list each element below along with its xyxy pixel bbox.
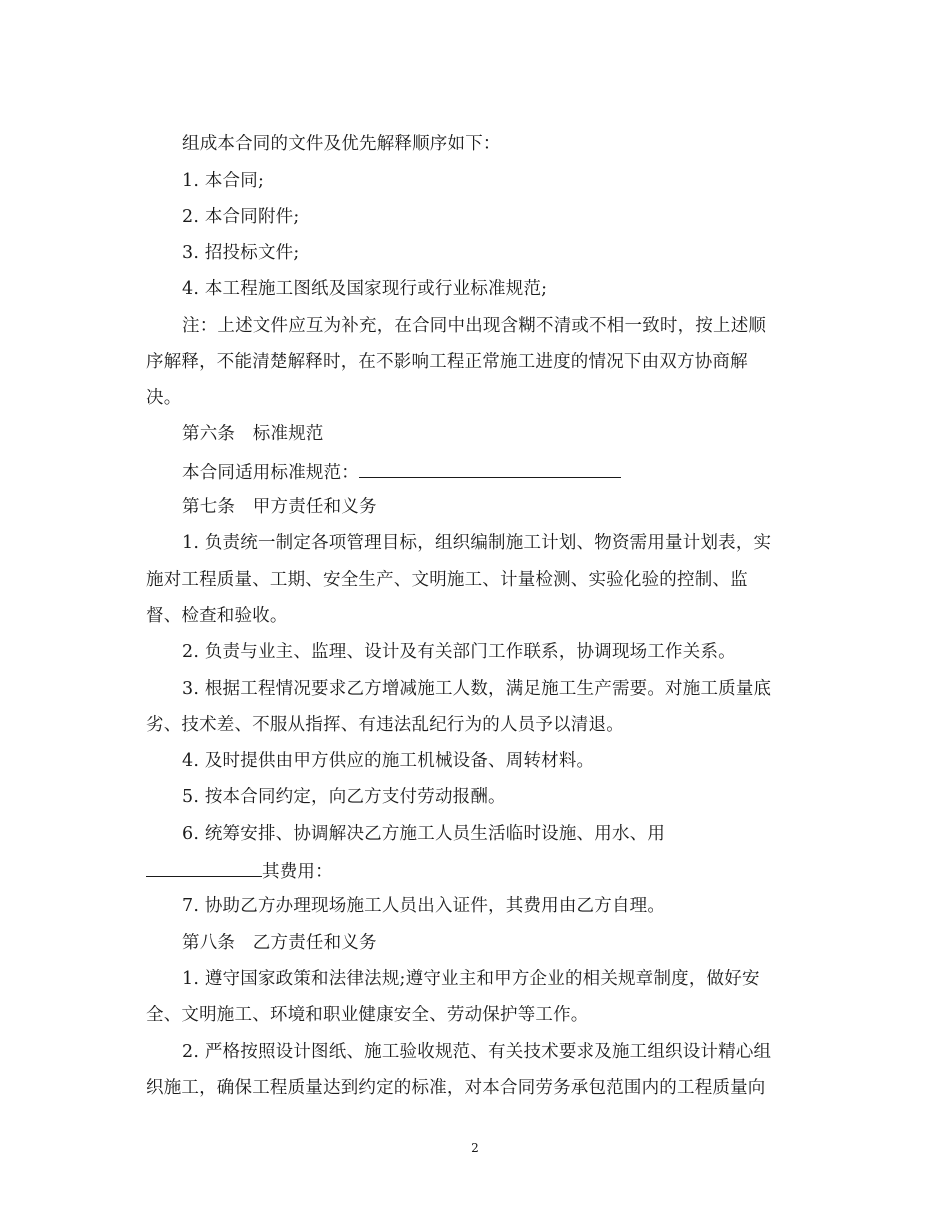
fee-label: 其费用： <box>262 862 333 882</box>
clause-line <box>146 858 950 884</box>
clause-line: 6. 统筹安排、协调解决乙方施工人员生活临时设施、用水、用 <box>182 824 666 844</box>
standards-blank-field <box>359 459 621 478</box>
article-6-heading: 第六条 标准规范 <box>182 424 324 444</box>
clause-line: 织施工，确保工程质量达到约定的标准，对本合同劳务承包范围内的工程质量向 <box>146 1078 766 1098</box>
clause-line: 4. 及时提供由甲方供应的施工机械设备、周转材料。 <box>182 751 595 771</box>
list-item: 1. 本合同; <box>182 171 265 191</box>
clause-line: 1. 遵守国家政策和法律法规;遵守业主和甲方企业的相关规章制度，做好安 <box>182 969 760 989</box>
note-line: 序解释，不能清楚解释时，在不影响工程正常施工进度的情况下由双方协商解 <box>146 352 748 372</box>
clause-line: 施对工程质量、工期、安全生产、文明施工、计量检测、实验化验的控制、监 <box>146 570 748 590</box>
clause-line: 2. 负责与业主、监理、设计及有关部门工作联系，协调现场工作关系。 <box>182 642 736 662</box>
article-6-body <box>182 459 950 485</box>
page-number: 2 <box>471 1141 479 1155</box>
note-line: 决。 <box>146 388 182 408</box>
clause-line: 7. 协助乙方办理现场施工人员出入证件，其费用由乙方自理。 <box>182 896 666 916</box>
list-item: 2. 本合同附件; <box>182 207 300 227</box>
clause-line: 1. 负责统一制定各项管理目标，组织编制施工计划、物资需用量计划表，实 <box>182 533 772 553</box>
utility-blank-field <box>146 858 262 877</box>
clause-line: 5. 按本合同约定，向乙方支付劳动报酬。 <box>182 787 506 807</box>
clause-line: 劣、技术差、不服从指挥、有违法乱纪行为的人员予以清退。 <box>146 715 624 735</box>
clause-line: 全、文明施工、环境和职业健康安全、劳动保护等工作。 <box>146 1005 589 1025</box>
clause-line: 2. 严格按照设计图纸、施工验收规范、有关技术要求及施工组织设计精心组 <box>182 1042 772 1062</box>
article-7-heading: 第七条 甲方责任和义务 <box>182 497 377 517</box>
clause-line: 督、检查和验收。 <box>146 606 288 626</box>
list-item: 4. 本工程施工图纸及国家现行或行业标准规范; <box>182 279 548 299</box>
list-item: 3. 招投标文件; <box>182 243 300 263</box>
clause-line: 3. 根据工程情况要求乙方增减施工人数，满足施工生产需要。对施工质量底 <box>182 679 772 699</box>
paragraph: 组成本合同的文件及优先解释顺序如下： <box>182 134 501 154</box>
article-8-heading: 第八条 乙方责任和义务 <box>182 933 377 953</box>
note-line: 注：上述文件应互为补充，在合同中出现含糊不清或不相一致时，按上述顺 <box>182 316 767 336</box>
standards-label: 本合同适用标准规范： <box>182 463 359 483</box>
